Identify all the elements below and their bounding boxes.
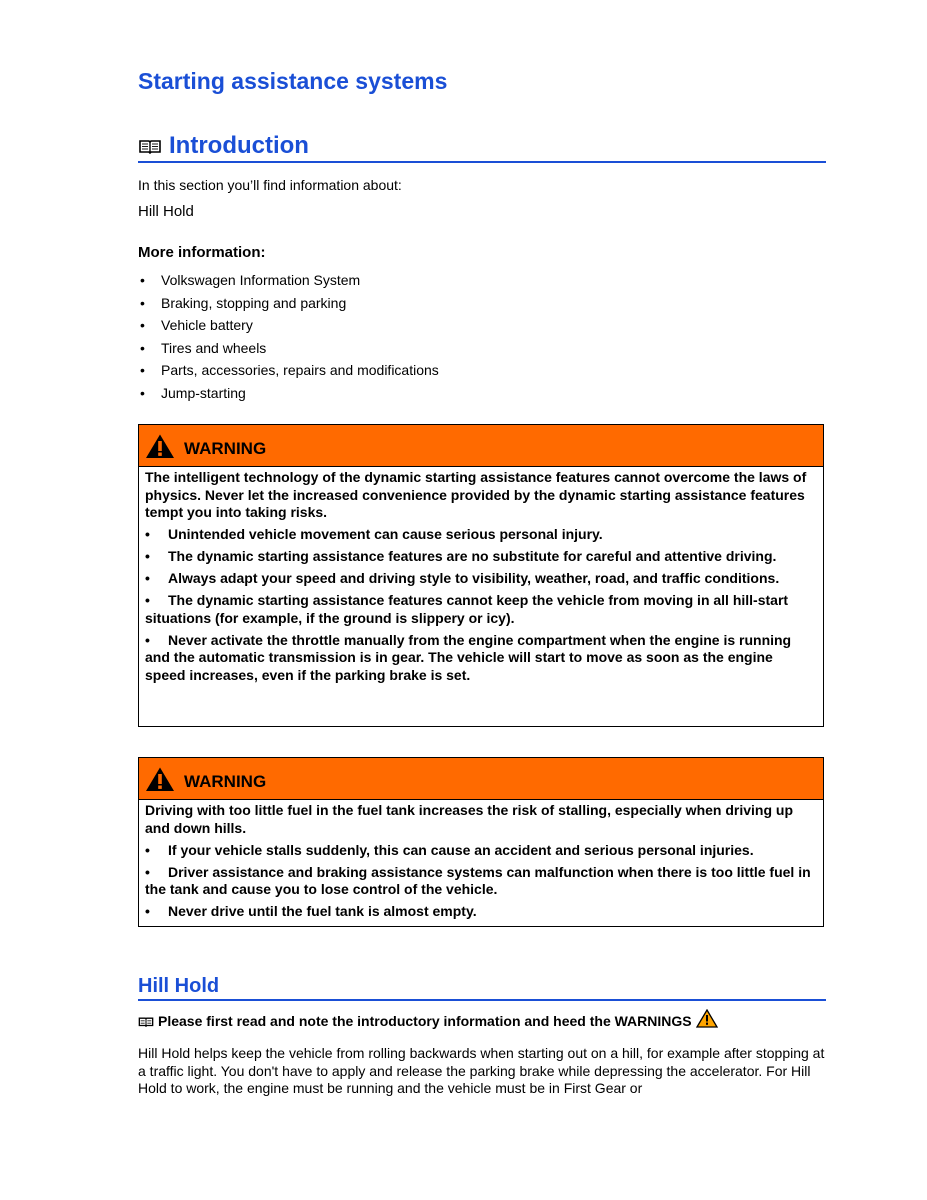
list-item[interactable]: • Braking, stopping and parking [138, 292, 439, 315]
warning-title: WARNING [184, 772, 267, 791]
introduction-heading-text: Introduction [169, 132, 309, 159]
list-item[interactable]: • Parts, accessories, repairs and modifications [138, 359, 439, 382]
warning-intro: Driving with too little fuel in the fuel tank increases the risk of stalling, especially when driving up and down hills. [145, 802, 794, 836]
warning-intro: The intelligent technology of the dynamic starting assistance features cannot overcome the laws of physics. Never let the increased convenience provided by the dynamic starting assistance features tempt you into taking risks. [145, 469, 807, 520]
introduction-heading [138, 132, 826, 163]
warning-header [139, 758, 823, 800]
intro-lead: In this section you’ll find information about: [138, 177, 402, 193]
warning-bullet: • The dynamic starting assistance features are no substitute for careful and attentive driving. [145, 548, 777, 564]
warning-bullet: • Never drive until the fuel tank is almost empty. [145, 903, 477, 919]
warning-triangle-icon[interactable] [696, 1009, 718, 1028]
warning-bullet: • Never activate the throttle manually from the engine compartment when the engine is running and the automatic transmission is in gear. The vehicle will start to move as soon as the engine speed increases, even if the parking brake is set. [145, 631, 792, 683]
warning-bullet: • Always adapt your speed and driving style to visibility, weather, road, and traffic conditions. [145, 570, 780, 586]
hill-hold-heading [138, 975, 826, 1001]
warning-bullet: • Unintended vehicle movement can cause serious personal injury. [145, 526, 603, 542]
warning-triangle-icon [145, 766, 175, 792]
list-item[interactable]: • Tires and wheels [138, 337, 439, 360]
warning-body [139, 467, 823, 693]
intro-topic-hill-hold[interactable]: Hill Hold [138, 203, 194, 220]
more-information-label: More information: [138, 244, 266, 261]
warning-bullet: • Driver assistance and braking assistance systems can malfunction when there is too little fuel in the tank and cause you to lose control of the vehicle. [145, 863, 811, 897]
book-icon [138, 1016, 154, 1027]
list-item[interactable]: • Volkswagen Information System [138, 269, 439, 292]
hill-hold-heading-text: Hill Hold [138, 975, 220, 997]
warning-box-starting-assistance [138, 424, 824, 727]
warning-bullet: • The dynamic starting assistance features cannot keep the vehicle from moving in all hill-start situations (for example, if the ground is slippery or icy). [145, 592, 789, 626]
list-item[interactable]: • Jump-starting [138, 382, 439, 405]
warning-title: WARNING [184, 439, 267, 458]
hill-hold-paragraph: Hill Hold helps keep the vehicle from rolling backwards when starting out on a hill, for example after stopping at a traffic light. You don't have to apply and release the parking brake while depressing the accelerator. For Hill Hold to work, the engine must be running and the vehicle must be in First Gear or [138, 1045, 825, 1097]
warning-header [139, 425, 823, 467]
read-first-note [138, 1013, 718, 1029]
warning-triangle-icon [145, 433, 175, 459]
list-item[interactable]: • Vehicle battery [138, 314, 439, 337]
warning-box-low-fuel [138, 757, 824, 927]
warning-bullet: • If your vehicle stalls suddenly, this can cause an accident and serious personal injuries. [145, 841, 754, 858]
more-information-list [138, 269, 439, 405]
book-icon [138, 138, 162, 154]
read-first-note-text: Please first read and note the introductory information and heed the WARNINGS [158, 1013, 692, 1029]
warning-body [139, 800, 823, 929]
page-title: Starting assistance systems [138, 68, 448, 94]
